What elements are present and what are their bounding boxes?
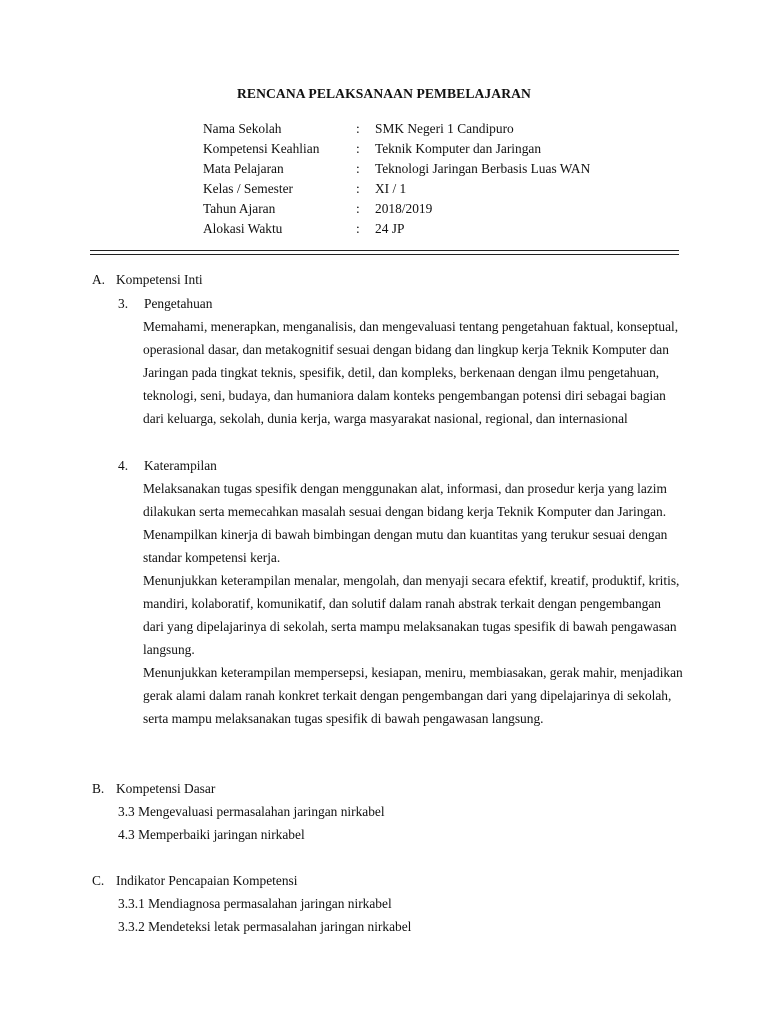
info-value: Teknik Komputer dan Jaringan (375, 141, 542, 156)
section-c-heading (92, 873, 297, 889)
info-key: Nama Sekolah (203, 121, 282, 136)
section-letter: B. (92, 781, 105, 796)
info-value: SMK Negeri 1 Candipuro (375, 121, 514, 136)
info-key: Kelas / Semester (203, 181, 293, 196)
subsection-number: 3. (118, 296, 129, 311)
divider-line (90, 254, 679, 255)
indicator-line: 3.3.2 Mendeteksi letak permasalahan jaringan nirkabel (118, 919, 412, 934)
section-a-heading (92, 272, 203, 288)
info-value: XI / 1 (375, 181, 407, 196)
subsection-skills (118, 458, 217, 474)
info-key: Kompetensi Keahlian (203, 141, 320, 156)
info-key: Mata Pelajaran (203, 161, 284, 176)
subsection-knowledge (118, 296, 212, 312)
competency-line: 3.3 Mengevaluasi permasalahan jaringan nirkabel (118, 804, 385, 819)
info-value: 2018/2019 (375, 201, 433, 216)
section-title: Kompetensi Dasar (116, 781, 216, 796)
info-sep: : (356, 201, 360, 216)
info-sep: : (356, 141, 360, 156)
divider-line (90, 250, 679, 251)
section-title: Kompetensi Inti (116, 272, 203, 287)
competency-line: 4.3 Memperbaiki jaringan nirkabel (118, 827, 305, 842)
subsection-title: Pengetahuan (144, 296, 213, 311)
section-letter: A. (92, 272, 106, 287)
info-row-year (203, 199, 590, 219)
info-sep: : (356, 181, 360, 196)
info-sep: : (356, 221, 360, 236)
info-sep: : (356, 121, 360, 136)
paragraph-skills-3: Menunjukkan keterampilan mempersepsi, kesiapan, meniru, membiasakan, gerak mahir, menjadikan gerak alami dalam ranah konkret terkait dengan pengembangan dari yang dipelajarinya di sekolah, serta mampu melaksanakan tugas spesifik di bawah pengawasan langsung. (143, 665, 683, 727)
identity-table (203, 119, 590, 239)
indicator-line: 3.3.1 Mendiagnosa permasalahan jaringan nirkabel (118, 896, 392, 911)
info-row-class (203, 179, 590, 199)
paragraph-knowledge: Memahami, menerapkan, menganalisis, dan mengevaluasi tentang pengetahuan faktual, konseptual, operasional dasar, dan metakognitif sesuai dengan bidang dan lingkup kerja Teknik Komputer dan Jaringan pada tingkat teknis, spesifik, detil, dan kompleks, berkenaan dengan ilmu pengetahuan, teknologi, seni, budaya, dan humaniora dalam konteks pengembangan potensi diri sebagai bagian dari keluarga, sekolah, dunia kerja, warga masyarakat nasional, regional, dan internasional (143, 319, 679, 427)
info-key: Alokasi Waktu (203, 221, 283, 236)
subsection-title: Katerampilan (144, 458, 217, 473)
section-letter: C. (92, 873, 105, 888)
section-title: Indikator Pencapaian Kompetensi (116, 873, 298, 888)
section-b-heading (92, 781, 215, 797)
info-row-expertise (203, 139, 590, 159)
paragraph-skills-1: Melaksanakan tugas spesifik dengan menggunakan alat, informasi, dan prosedur kerja yang lazim dilakukan serta memecahkan masalah sesuai dengan bidang kerja Teknik Komputer dan Jaringan. Menampilkan kinerja di bawah bimbingan dengan mutu dan kuantitas yang terukur sesuai dengan standar kompetensi kerja. (143, 481, 668, 566)
info-value: Teknologi Jaringan Berbasis Luas WAN (375, 161, 591, 176)
info-row-subject (203, 159, 590, 179)
paragraph-skills-2: Menunjukkan keterampilan menalar, mengolah, dan menyaji secara efektif, kreatif, produktif, kritis, mandiri, kolaboratif, komunikatif, dan solutif dalam ranah abstrak terkait dengan pengembangan dari yang dipelajarinya di sekolah, serta mampu melaksanakan tugas spesifik di bawah pengawasan langsung. (143, 573, 680, 658)
info-row-time (203, 219, 590, 239)
document-title: RENCANA PELAKSANAAN PEMBELAJARAN (237, 86, 531, 101)
info-sep: : (356, 161, 360, 176)
info-value: 24 JP (375, 221, 405, 236)
info-key: Tahun Ajaran (203, 201, 276, 216)
info-row-school (203, 119, 590, 139)
subsection-number: 4. (118, 458, 129, 473)
